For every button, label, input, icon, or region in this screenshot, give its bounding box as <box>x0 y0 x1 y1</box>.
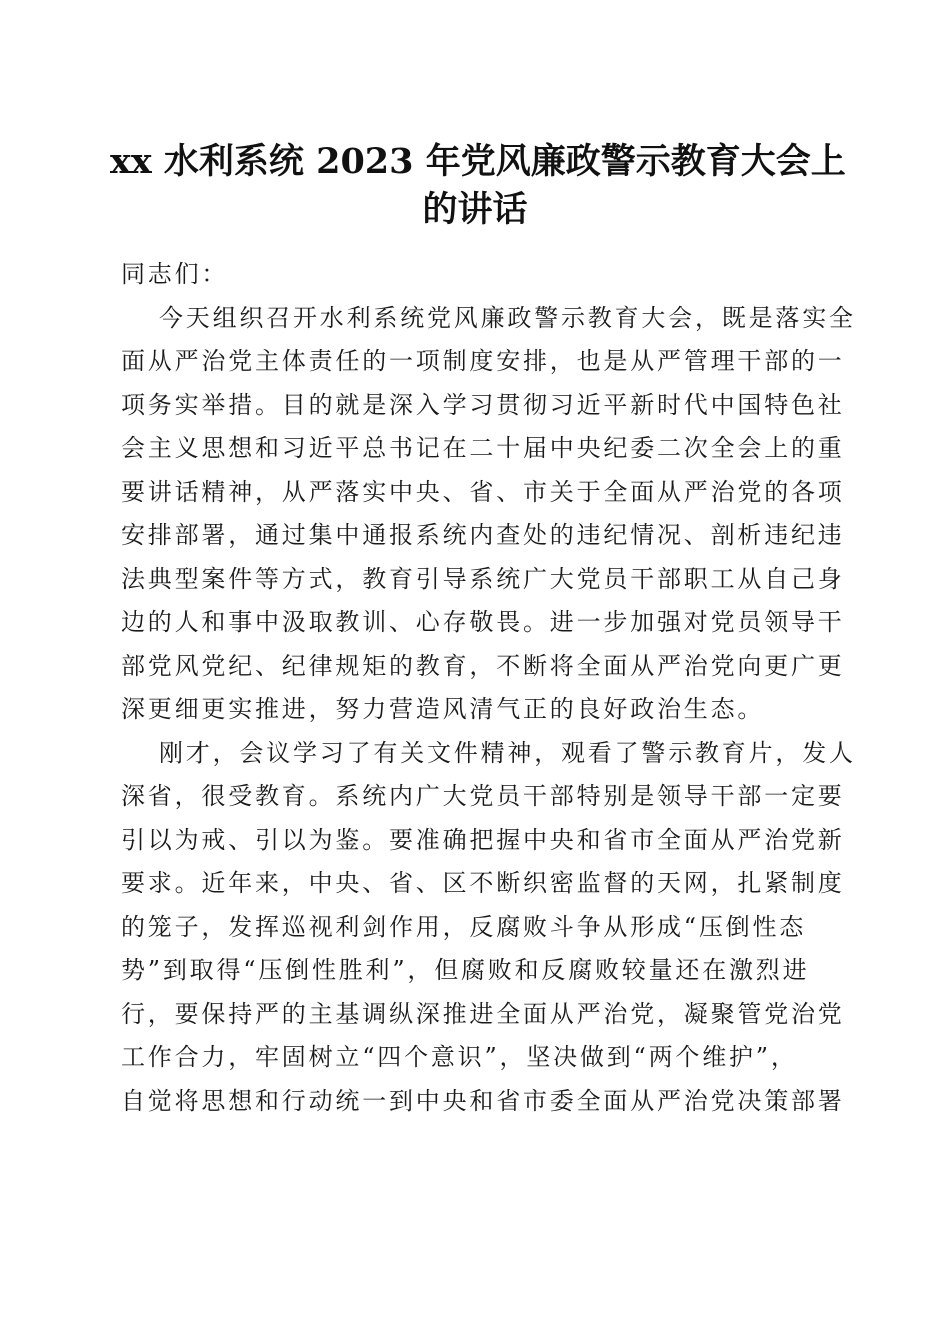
document-title <box>110 138 846 234</box>
paragraph-line: 边的人和事中汲取教训、心存敬畏。进一步加强对党员领导干 <box>121 608 845 636</box>
paragraph-line: 引以为戒、引以为鉴。要准确把握中央和省市全面从严治党新 <box>121 825 845 854</box>
paragraph-line: 工作合力，牢固树立“四个意识”，坚决做到“两个维护”， <box>121 1043 798 1071</box>
paragraph <box>121 732 856 1124</box>
salutation: 同志们： <box>121 260 229 288</box>
title-line: 的讲话 <box>422 189 528 230</box>
paragraph-line: 项务实举措。目的就是深入学习贯彻习近平新时代中国特色社 <box>121 390 845 419</box>
title-line: xx 水利系统 2023 年党风廉政警示教育大会上 <box>110 141 846 182</box>
paragraph-line: 深省，很受教育。系统内广大党员干部特别是领导干部一定要 <box>121 782 845 810</box>
paragraph-line: 部党风党纪、纪律规矩的教育，不断将全面从严治党向更广更 <box>121 651 845 680</box>
paragraph <box>121 297 856 732</box>
paragraph-line: 自觉将思想和行动统一到中央和省市委全面从严治党决策部署 <box>121 1086 845 1115</box>
paragraph-line: 安排部署，通过集中通报系统内查处的违纪情况、剖析违纪违 <box>121 521 845 549</box>
paragraph-line: 的笼子，发挥巡视利剑作用，反腐败斗争从形成“压倒性态 <box>121 912 807 941</box>
paragraph-line: 会主义思想和习近平总书记在二十届中央纪委二次全会上的重 <box>121 434 845 462</box>
paragraph-line: 刚才，会议学习了有关文件精神，观看了警示教育片，发人 <box>159 738 856 767</box>
paragraph-line: 面从严治党主体责任的一项制度安排，也是从严管理干部的一 <box>121 347 845 375</box>
paragraph-line: 行，要保持严的主基调纵深推进全面从严治党，凝聚管党治党 <box>121 999 845 1028</box>
paragraph-line: 法典型案件等方式，教育引导系统广大党员干部职工从自己身 <box>121 564 845 593</box>
paragraph-line: 深更细更实推进，努力营造风清气正的良好政治生态。 <box>121 695 765 723</box>
paragraph-line: 要讲话精神，从严落实中央、省、市关于全面从严治党的各项 <box>121 477 845 506</box>
document-body <box>121 253 856 1123</box>
paragraph-line: 势”到取得“压倒性胜利”，但腐败和反腐败较量还在激烈进 <box>121 956 810 984</box>
paragraph-line: 要求。近年来，中央、省、区不断织密监督的天网，扎紧制度 <box>121 869 845 897</box>
paragraph-line: 今天组织召开水利系统党风廉政警示教育大会，既是落实全 <box>159 303 856 332</box>
